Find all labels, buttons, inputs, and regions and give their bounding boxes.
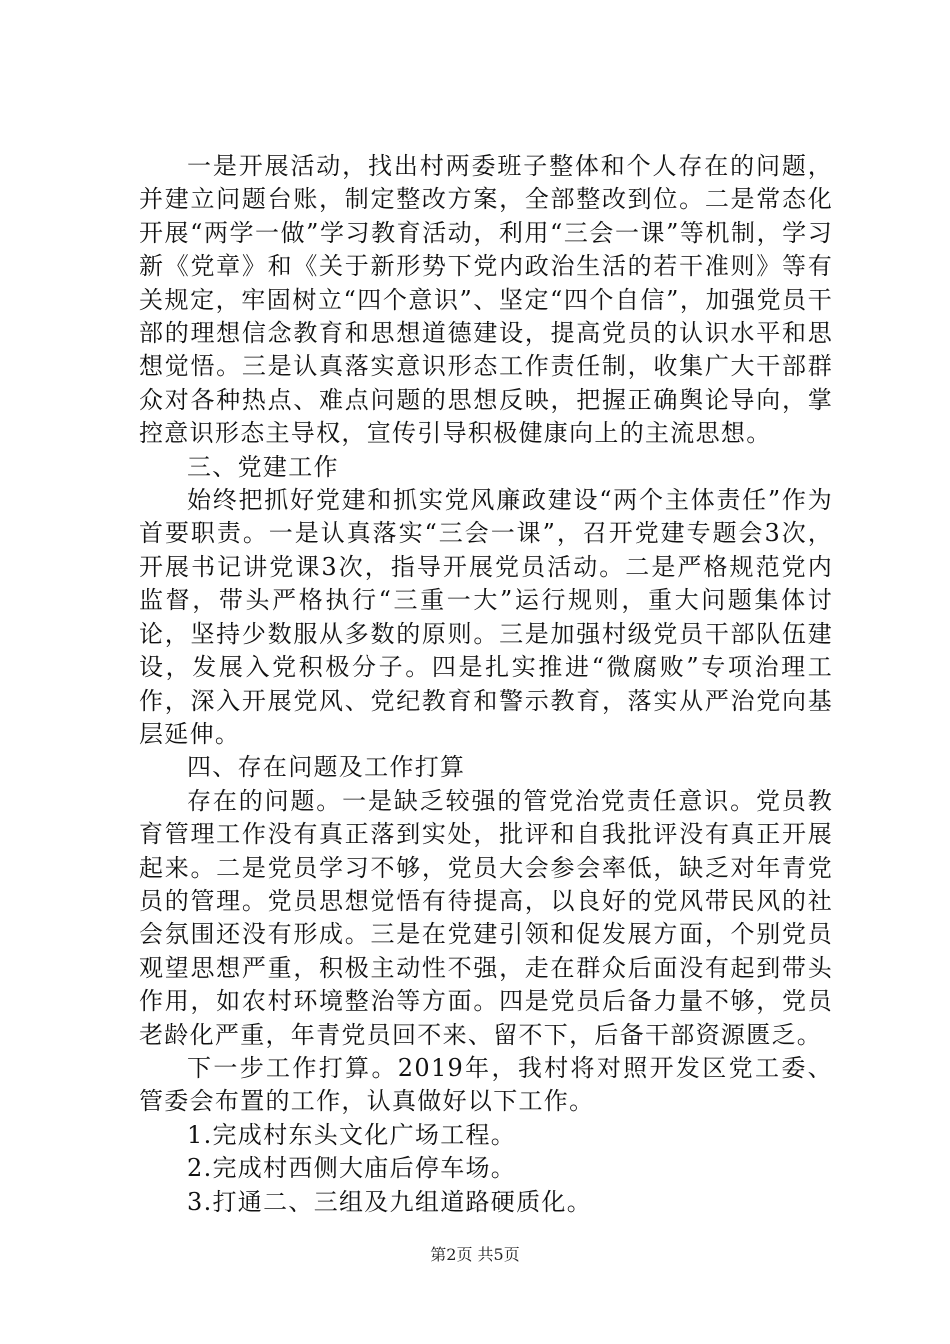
paragraph-party-building: 始终把抓好党建和抓实党风廉政建设“两个主体责任”作为首要职责。一是认真落实“三会一课”，召开党建专题会3次，开展书记讲党课3次，指导开展党员活动。二是严格规范党内监督，带头严格执行“三重一大”运行规则，重大问题集体讨论，坚持少数服从多数的原则。三是加强村级党员干部队伍建设，发展入党积极分子。四是扎实推进“微腐败”专项治理工作，深入开展党风、党纪教育和警示教育，落实从严治党向基层延伸。	[139, 486, 833, 748]
list-item: 2.完成村西侧大庙后停车场。	[187, 1154, 517, 1183]
page-number-footer: 第2页 共5页	[430, 1245, 520, 1264]
list-item: 3.打通二、三组及九组道路硬质化。	[187, 1187, 592, 1216]
list-item: 1.完成村东头文化广场工程。	[187, 1120, 517, 1149]
paragraph-problems: 存在的问题。一是缺乏较强的管党治党责任意识。党员教育管理工作没有真正落到实处，批评和自我批评没有真正开展起来。二是党员学习不够，党员大会参会率低，缺乏对年青党员的管理。党员思想觉悟有待提高，以良好的党风带民风的社会氛围还没有形成。三是在党建引领和促发展方面，个别党员观望思想严重，积极主动性不强，走在群众后面没有起到带头作用，如农村环境整治等方面。四是党员后备力量不够，党员老龄化严重，年青党员回不来、留不下，后备干部资源匮乏。	[139, 786, 833, 1049]
document-body	[139, 150, 833, 1219]
paragraph-rectification: 一是开展活动，找出村两委班子整体和个人存在的问题，并建立问题台账，制定整改方案，全部整改到位。二是常态化开展“两学一做”学习教育活动，利用“三会一课”等机制，学习新《党章》和《关于新形势下党内政治生活的若干准则》等有关规定，牢固树立“四个意识”、坚定“四个自信”，加强党员干部的理想信念教育和思想道德建设，提高党员的认识水平和思想觉悟。三是认真落实意识形态工作责任制，收集广大干部群众对各种热点、难点问题的思想反映，把握正确舆论导向，掌控意识形态主导权，宣传引导积极健康向上的主流思想。	[139, 152, 833, 448]
section-heading-problems-plans: 四、存在问题及工作打算	[187, 753, 466, 782]
paragraph-next-plan: 下一步工作打算。2019年，我村将对照开发区党工委、管委会布置的工作，认真做好以下工作。	[139, 1053, 833, 1116]
section-heading-party-building: 三、党建工作	[187, 452, 339, 481]
